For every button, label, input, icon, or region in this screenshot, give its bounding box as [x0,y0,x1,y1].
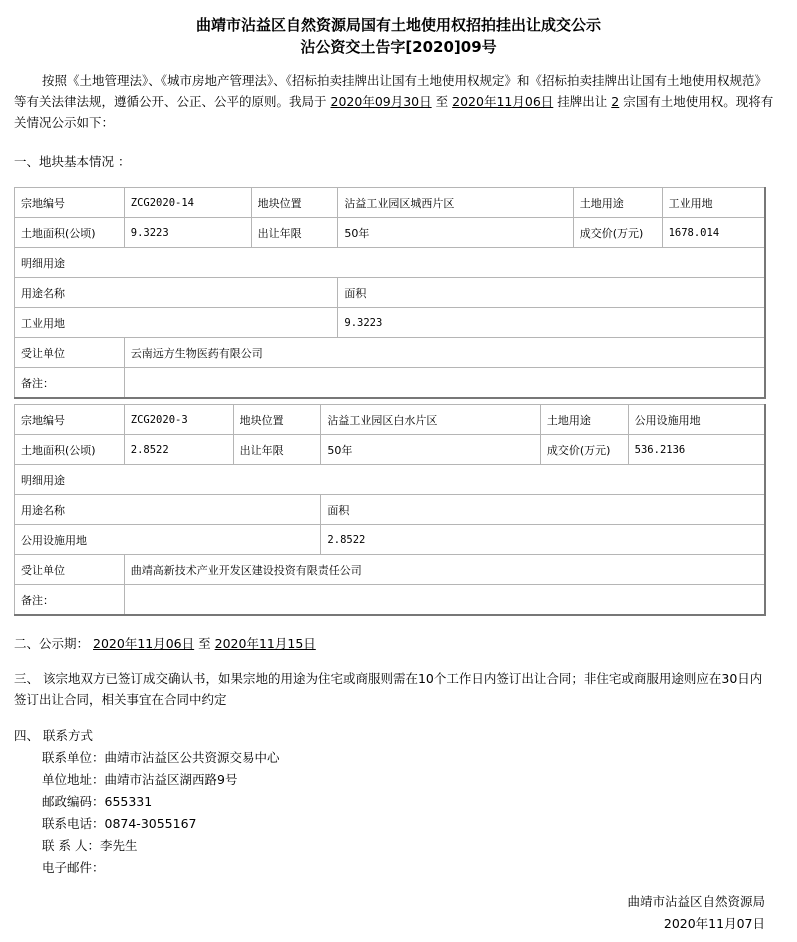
publicity-end-date: 2020年11月15日 [214,636,316,651]
table-row [15,338,766,368]
assignee-label: 受让单位 [15,555,125,585]
area-label: 土地面积(公顷) [15,435,125,465]
detail-area-value: 9.3223 [338,308,765,338]
detail-use-name-value: 公用设施用地 [15,525,321,555]
assignee-value: 曲靖高新技术产业开发区建设投资有限责任公司 [124,555,765,585]
assignee-value: 云南远方生物医药有限公司 [124,338,765,368]
location-value: 沾益工业园区白水片区 [321,405,540,435]
detail-area-label: 面积 [338,278,765,308]
contact-postcode: 邮政编码：655331 [42,794,153,809]
area-value: 9.3223 [124,218,251,248]
signature-org: 曲靖市沾益区自然资源局 [627,894,765,909]
intro-to: 至 [435,94,449,109]
term-value: 50年 [321,435,540,465]
publicity-to: 至 [198,636,211,651]
location-label: 地块位置 [233,405,321,435]
area-value: 2.8522 [124,435,233,465]
price-value: 1678.014 [662,218,765,248]
contact-unit: 联系单位：曲靖市沾益区公共资源交易中心 [42,750,280,765]
term-label: 出让年限 [233,435,321,465]
section-1-heading: 一、地块基本情况 ： [14,154,131,169]
land-use-value: 公用设施用地 [628,405,765,435]
term-label: 出让年限 [251,218,338,248]
parcel-table-2 [14,404,766,616]
table-row [15,555,766,585]
table-row [15,525,766,555]
use-name-label: 用途名称 [15,278,338,308]
publicity-label: 二、公示期： [14,636,90,651]
parcel-count: 2 [611,94,620,109]
land-use-value: 工业用地 [662,188,765,218]
detail-use-label: 明细用途 [15,465,766,495]
intro-text-c: 宗国有土地使用权。现将有关情况公示如下： [14,94,774,130]
section-3-paragraph: 三、 该宗地双方已签订成交确认书，如果宗地的用途为住宅或商服则需在10个工作日内签订出让合同；非住宅或商服用途则应在30日内签订出让合同，相关事宜在合同中约定 [14,671,763,707]
table-row [15,368,766,399]
table-row [15,405,766,435]
table-row [15,308,766,338]
detail-use-name-value: 工业用地 [15,308,338,338]
page-title: 曲靖市沾益区自然资源局国有土地使用权招拍挂出让成交公示 [195,16,601,34]
price-value: 536.2136 [628,435,765,465]
listing-start-date: 2020年09月30日 [330,94,432,109]
detail-area-value: 2.8522 [321,525,765,555]
intro-text-b: 挂牌出让 [557,94,608,109]
table-row [15,495,766,525]
land-use-label: 土地用途 [573,188,662,218]
price-label: 成交价(万元) [573,218,662,248]
remark-value [124,585,765,616]
remark-label: 备注： [15,585,125,616]
table-row [15,218,766,248]
land-use-label: 土地用途 [540,405,628,435]
detail-area-label: 面积 [321,495,765,525]
parcel-no-value: ZCG2020-14 [124,188,251,218]
intro-paragraph [14,70,774,133]
area-label: 土地面积(公顷) [15,218,125,248]
contact-person: 联 系 人：李先生 [42,838,138,853]
intro-text-a: 按照《土地管理法》、《城市房地产管理法》、《招标拍卖挂牌出让国有土地使用权规定》和《招标拍卖挂牌出让国有土地使用权规范》等有关法律法规，遵循公开、公正、公平的原则。我局于 [14,73,768,109]
remark-value [124,368,765,399]
use-name-label: 用途名称 [15,495,321,525]
section-4-heading: 四、 联系方式 [14,728,93,743]
parcel-table-1 [14,187,766,399]
table-row [15,278,766,308]
table-row [15,435,766,465]
contact-phone: 联系电话：0874-3055167 [42,816,197,831]
term-value: 50年 [338,218,573,248]
assignee-label: 受让单位 [15,338,125,368]
table-row [15,188,766,218]
contact-email: 电子邮件： [42,860,105,875]
location-value: 沾益工业园区城西片区 [338,188,573,218]
table-row [15,465,766,495]
signature-date: 2020年11月07日 [663,916,765,931]
contact-address: 单位地址：曲靖市沾益区湖西路9号 [42,772,238,787]
parcel-no-value: ZCG2020-3 [124,405,233,435]
parcel-no-label: 宗地编号 [15,405,125,435]
table-row [15,585,766,616]
publicity-period [14,634,320,652]
price-label: 成交价(万元) [540,435,628,465]
parcel-no-label: 宗地编号 [15,188,125,218]
remark-label: 备注： [15,368,125,399]
publicity-start-date: 2020年11月06日 [93,636,195,651]
location-label: 地块位置 [251,188,338,218]
detail-use-label: 明细用途 [15,248,766,278]
listing-end-date: 2020年11月06日 [452,94,554,109]
notice-number: 沾公资交土告字[2020]09号 [300,38,497,56]
table-row [15,248,766,278]
